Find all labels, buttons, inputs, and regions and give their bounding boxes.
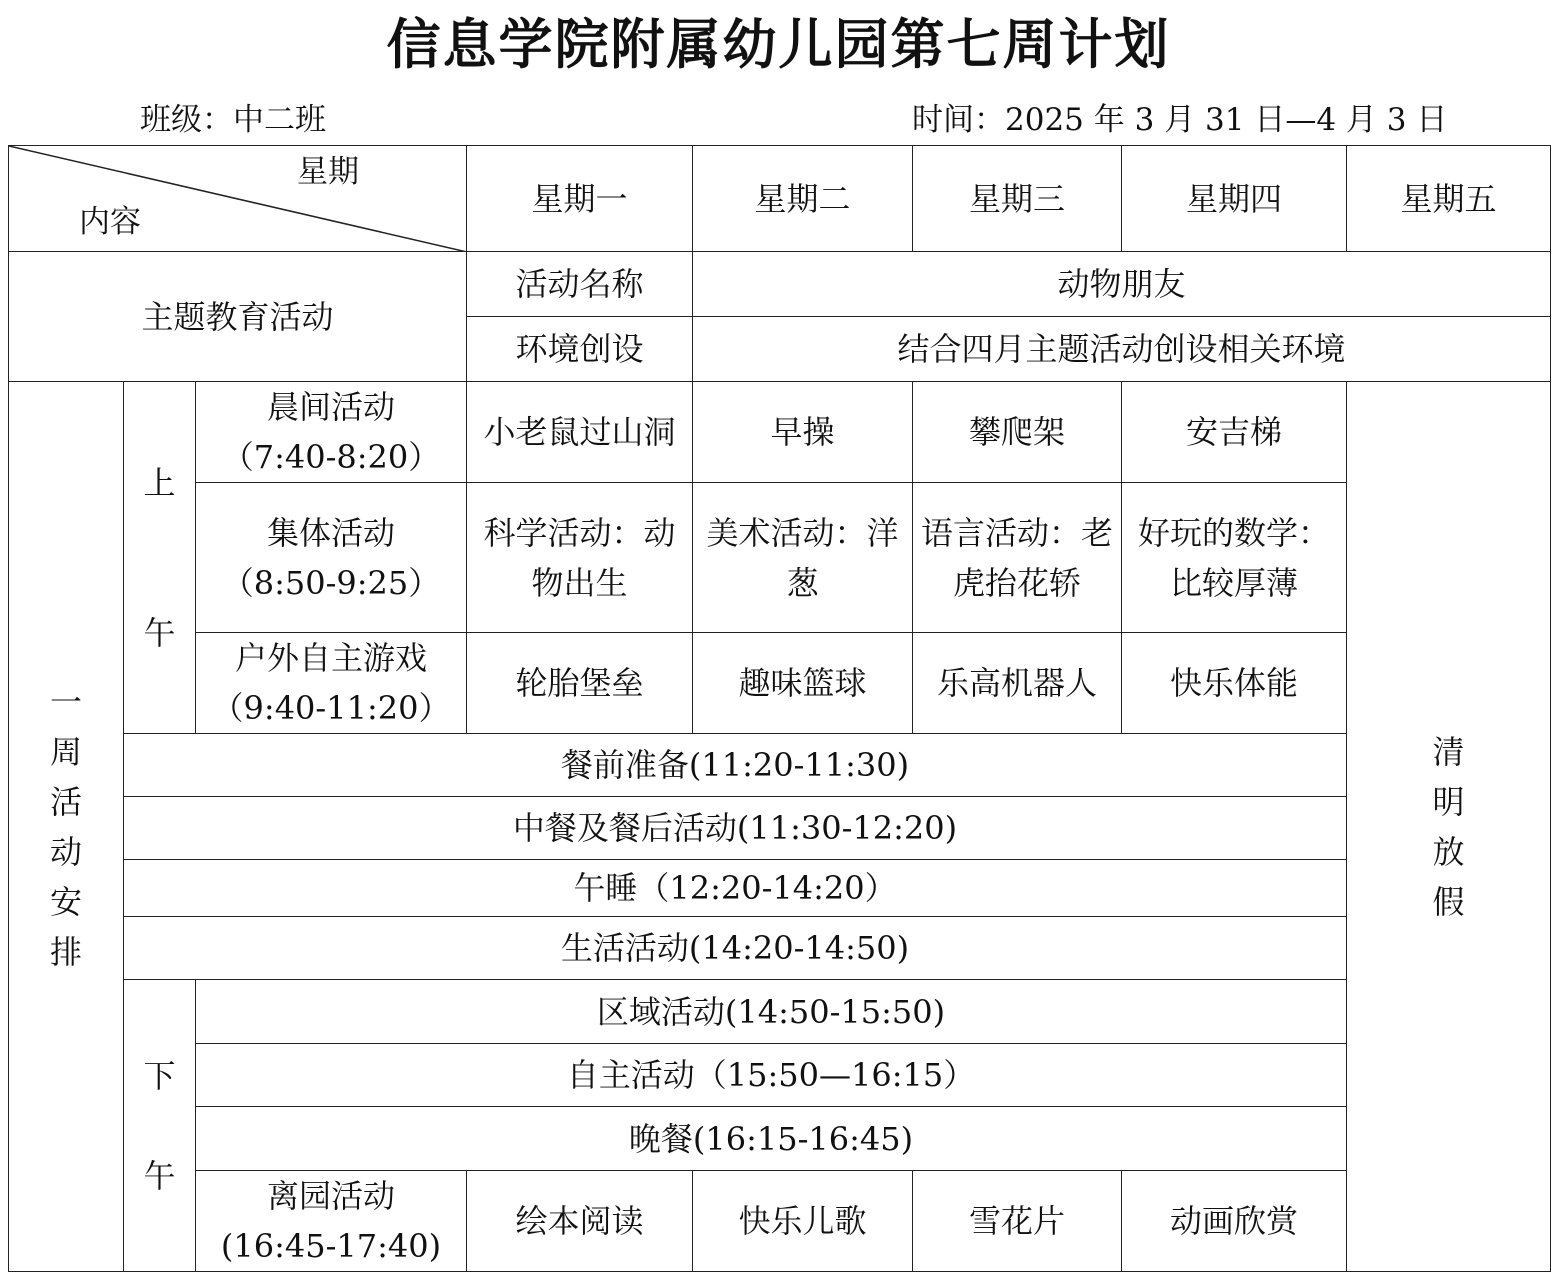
- morning-monday: 小老鼠过山洞: [467, 382, 693, 483]
- area-activity: 区域活动(14:50-15:50): [196, 980, 1347, 1044]
- day-wednesday: 星期三: [913, 146, 1122, 252]
- date-label: 时间：2025 年 3 月 31 日—4 月 3 日: [912, 102, 1448, 138]
- environment-label: 环境创设: [467, 317, 693, 382]
- daily-life-activity: 生活活动(14:20-14:50): [124, 917, 1347, 980]
- afternoon-row-1: [9, 980, 1551, 1044]
- friday-holiday-note: 清明放假: [1347, 382, 1551, 1272]
- group-activity-label: 集体活动 （8:50-9:25）: [196, 483, 467, 633]
- day-monday: 星期一: [467, 146, 693, 252]
- morning-thursday: 安吉梯: [1122, 382, 1347, 483]
- class-label: 班级：中二班: [140, 102, 326, 138]
- lunch-activity: 中餐及餐后活动(11:30-12:20): [124, 797, 1347, 860]
- morning-tuesday: 早操: [693, 382, 913, 483]
- header-row: [9, 146, 1551, 252]
- afternoon-row-3: [9, 1107, 1551, 1171]
- environment-value: 结合四月主题活动创设相关环境: [693, 317, 1551, 382]
- outdoor-game-label: 户外自主游戏 （9:40-11:20）: [196, 633, 467, 734]
- activity-name-label: 活动名称: [467, 252, 693, 317]
- morning-row-1: [9, 382, 1551, 483]
- morning-row-3: [9, 633, 1551, 734]
- leave-row: [9, 1171, 1551, 1272]
- morning-row-2: [9, 483, 1551, 633]
- day-friday: 星期五: [1347, 146, 1551, 252]
- corner-week-label: 星期: [297, 154, 359, 190]
- activity-name-value: 动物朋友: [693, 252, 1551, 317]
- day-thursday: 星期四: [1122, 146, 1347, 252]
- day-tuesday: 星期二: [693, 146, 913, 252]
- header-corner-cell: [9, 146, 467, 252]
- outdoor-thursday: 快乐体能: [1122, 633, 1347, 734]
- group-wednesday: 语言活动：老虎抬花轿: [913, 483, 1122, 633]
- leave-activity-label: 离园活动 (16:45-17:40): [196, 1171, 467, 1272]
- leave-tuesday: 快乐儿歌: [693, 1171, 913, 1272]
- midday-row-1: [9, 734, 1551, 797]
- outdoor-monday: 轮胎堡垒: [467, 633, 693, 734]
- midday-row-3: [9, 860, 1551, 917]
- free-activity: 自主活动（15:50—16:15）: [196, 1044, 1347, 1107]
- nap-time: 午睡（12:20-14:20）: [124, 860, 1347, 917]
- corner-content-label: 内容: [79, 204, 141, 240]
- theme-section-label: 主题教育活动: [9, 252, 467, 382]
- week-section-label: 一周活动安排: [9, 382, 124, 1272]
- page-title: 信息学院附属幼儿园第七周计划: [386, 13, 1171, 76]
- morning-label: 上午: [124, 382, 196, 734]
- dinner: 晚餐(16:15-16:45): [196, 1107, 1347, 1171]
- leave-wednesday: 雪花片: [913, 1171, 1122, 1272]
- leave-monday: 绘本阅读: [467, 1171, 693, 1272]
- midday-row-4: [9, 917, 1551, 980]
- diagonal-line: [9, 146, 467, 252]
- pre-meal-prep: 餐前准备(11:20-11:30): [124, 734, 1347, 797]
- leave-thursday: 动画欣赏: [1122, 1171, 1347, 1272]
- outdoor-tuesday: 趣味篮球: [693, 633, 913, 734]
- afternoon-row-2: [9, 1044, 1551, 1107]
- theme-row-activity: [9, 252, 1551, 317]
- outdoor-wednesday: 乐高机器人: [913, 633, 1122, 734]
- morning-wednesday: 攀爬架: [913, 382, 1122, 483]
- group-thursday: 好玩的数学：比较厚薄: [1122, 483, 1347, 633]
- group-tuesday: 美术活动：洋葱: [693, 483, 913, 633]
- group-monday: 科学活动：动物出生: [467, 483, 693, 633]
- weekly-plan-table: [8, 145, 1551, 1272]
- midday-row-2: [9, 797, 1551, 860]
- afternoon-label: 下午: [124, 980, 196, 1272]
- morning-activity-label: 晨间活动 （7:40-8:20）: [196, 382, 467, 483]
